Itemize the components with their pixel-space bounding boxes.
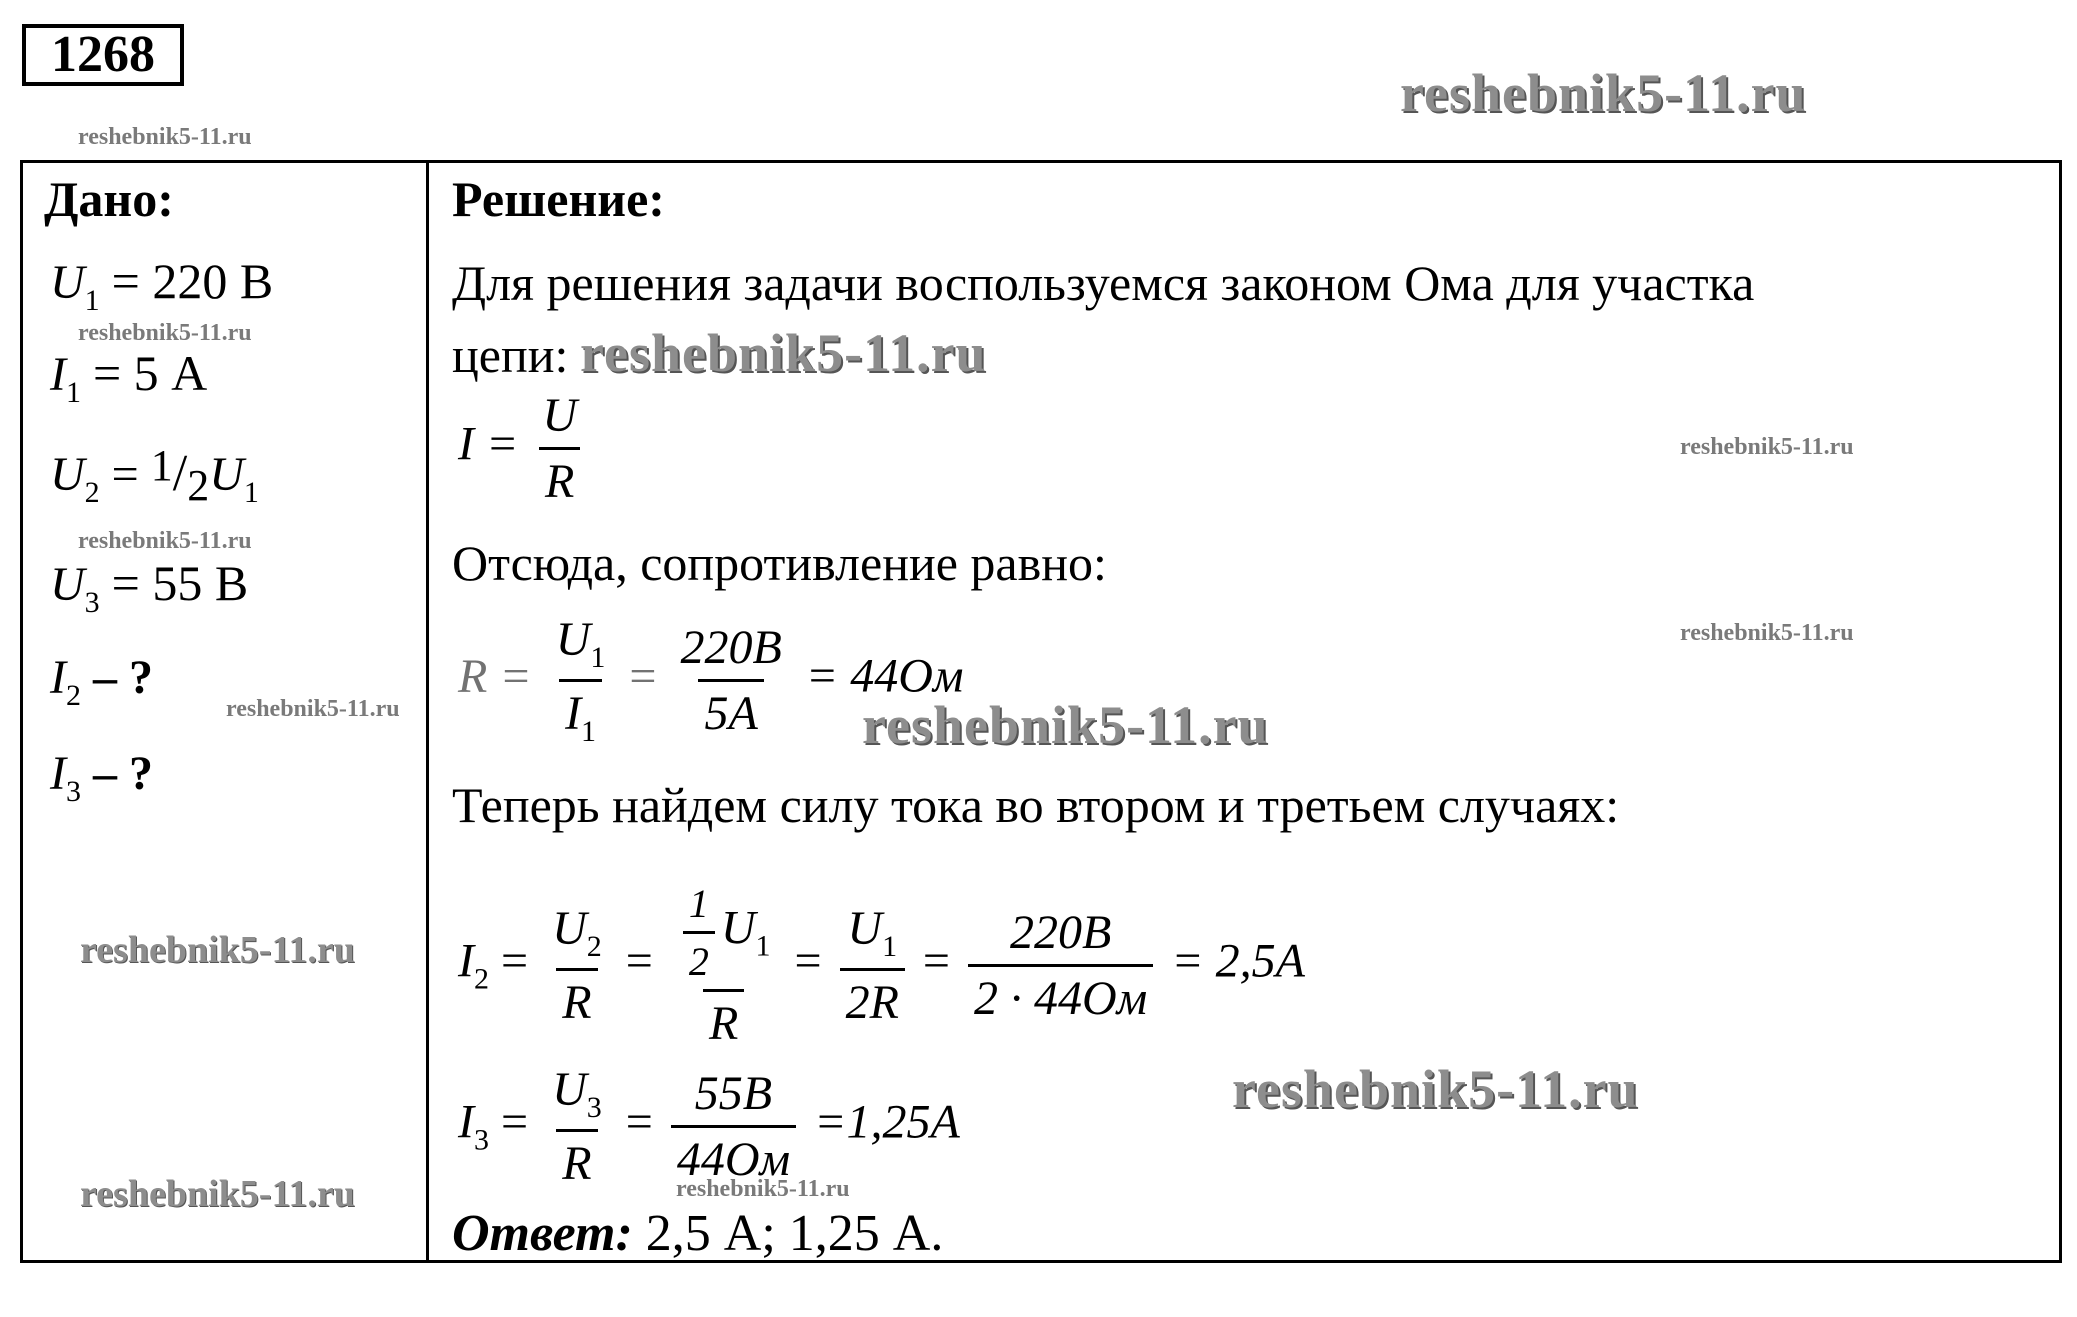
- watermark-mid: reshebnik5-11.ru: [862, 695, 1269, 755]
- given-i1: $I_1 = 5$ А: [50, 345, 208, 409]
- watermark-left: reshebnik5-11.ru: [80, 929, 355, 971]
- column-divider: [426, 160, 429, 1263]
- watermark-mid: reshebnik5-11.ru: [580, 323, 987, 383]
- current-3-formula: $I_3$ = $\frac{U_3}{R}$ = $\frac{55B}{44Ом}$ =1,25A: [458, 1063, 960, 1190]
- solution-line3: Отсюда, сопротивление равно:: [452, 535, 1107, 591]
- watermark-small: reshebnik5-11.ru: [676, 1176, 850, 1202]
- watermark-small: reshebnik5-11.ru: [78, 528, 252, 554]
- ohm-law-formula: I = $\frac{U}{R}$: [458, 388, 589, 509]
- watermark-left: reshebnik5-11.ru: [80, 1173, 355, 1215]
- given-u3: $U_3 = 55$ В: [50, 555, 249, 619]
- given-i3: $I_3$ – ?: [50, 747, 153, 808]
- solution-line1: Для решения задачи воспользуемся законом Ома для участка: [452, 255, 1755, 311]
- solution-title: Решение:: [452, 171, 665, 227]
- given-u1: $U_1 = 220$ В: [50, 253, 274, 317]
- given-u2: $U_2 = 1/2U_1$: [50, 441, 259, 510]
- solution-line4: Теперь найдем силу тока во втором и третьем случаях:: [452, 777, 1620, 833]
- watermark-mid: reshebnik5-11.ru: [1232, 1059, 1639, 1119]
- current-2-formula: $I_2$ = $\frac{U_2}{R}$ = $\frac{1}{2}$ $U_1$ R = $\frac{U_1}{2R}$ = $\frac{220B}{2 \cdot 44Ом}$ = 2,5A: [458, 881, 1305, 1050]
- answer-label: Ответ:: [452, 1205, 633, 1262]
- answer: [452, 1204, 943, 1263]
- problem-number: 1268: [22, 24, 184, 86]
- watermark-small: reshebnik5-11.ru: [78, 124, 252, 150]
- resistance-formula: R = $\frac{U_1}{I_1}$ = $\frac{220B}{5A}$ = 44Ом: [458, 613, 964, 748]
- watermark-small: reshebnik5-11.ru: [78, 320, 252, 346]
- watermark-small: reshebnik5-11.ru: [1680, 434, 1854, 460]
- watermark-small: reshebnik5-11.ru: [226, 696, 400, 722]
- watermark-small: reshebnik5-11.ru: [1680, 620, 1854, 646]
- given-title: Дано:: [44, 171, 174, 227]
- given-i2: $I_2$ – ?: [50, 651, 153, 712]
- solution-line2: цепи:: [452, 327, 569, 383]
- answer-text: 2,5 А; 1,25 А.: [645, 1205, 944, 1262]
- watermark-top: reshebnik5-11.ru: [1400, 63, 1807, 123]
